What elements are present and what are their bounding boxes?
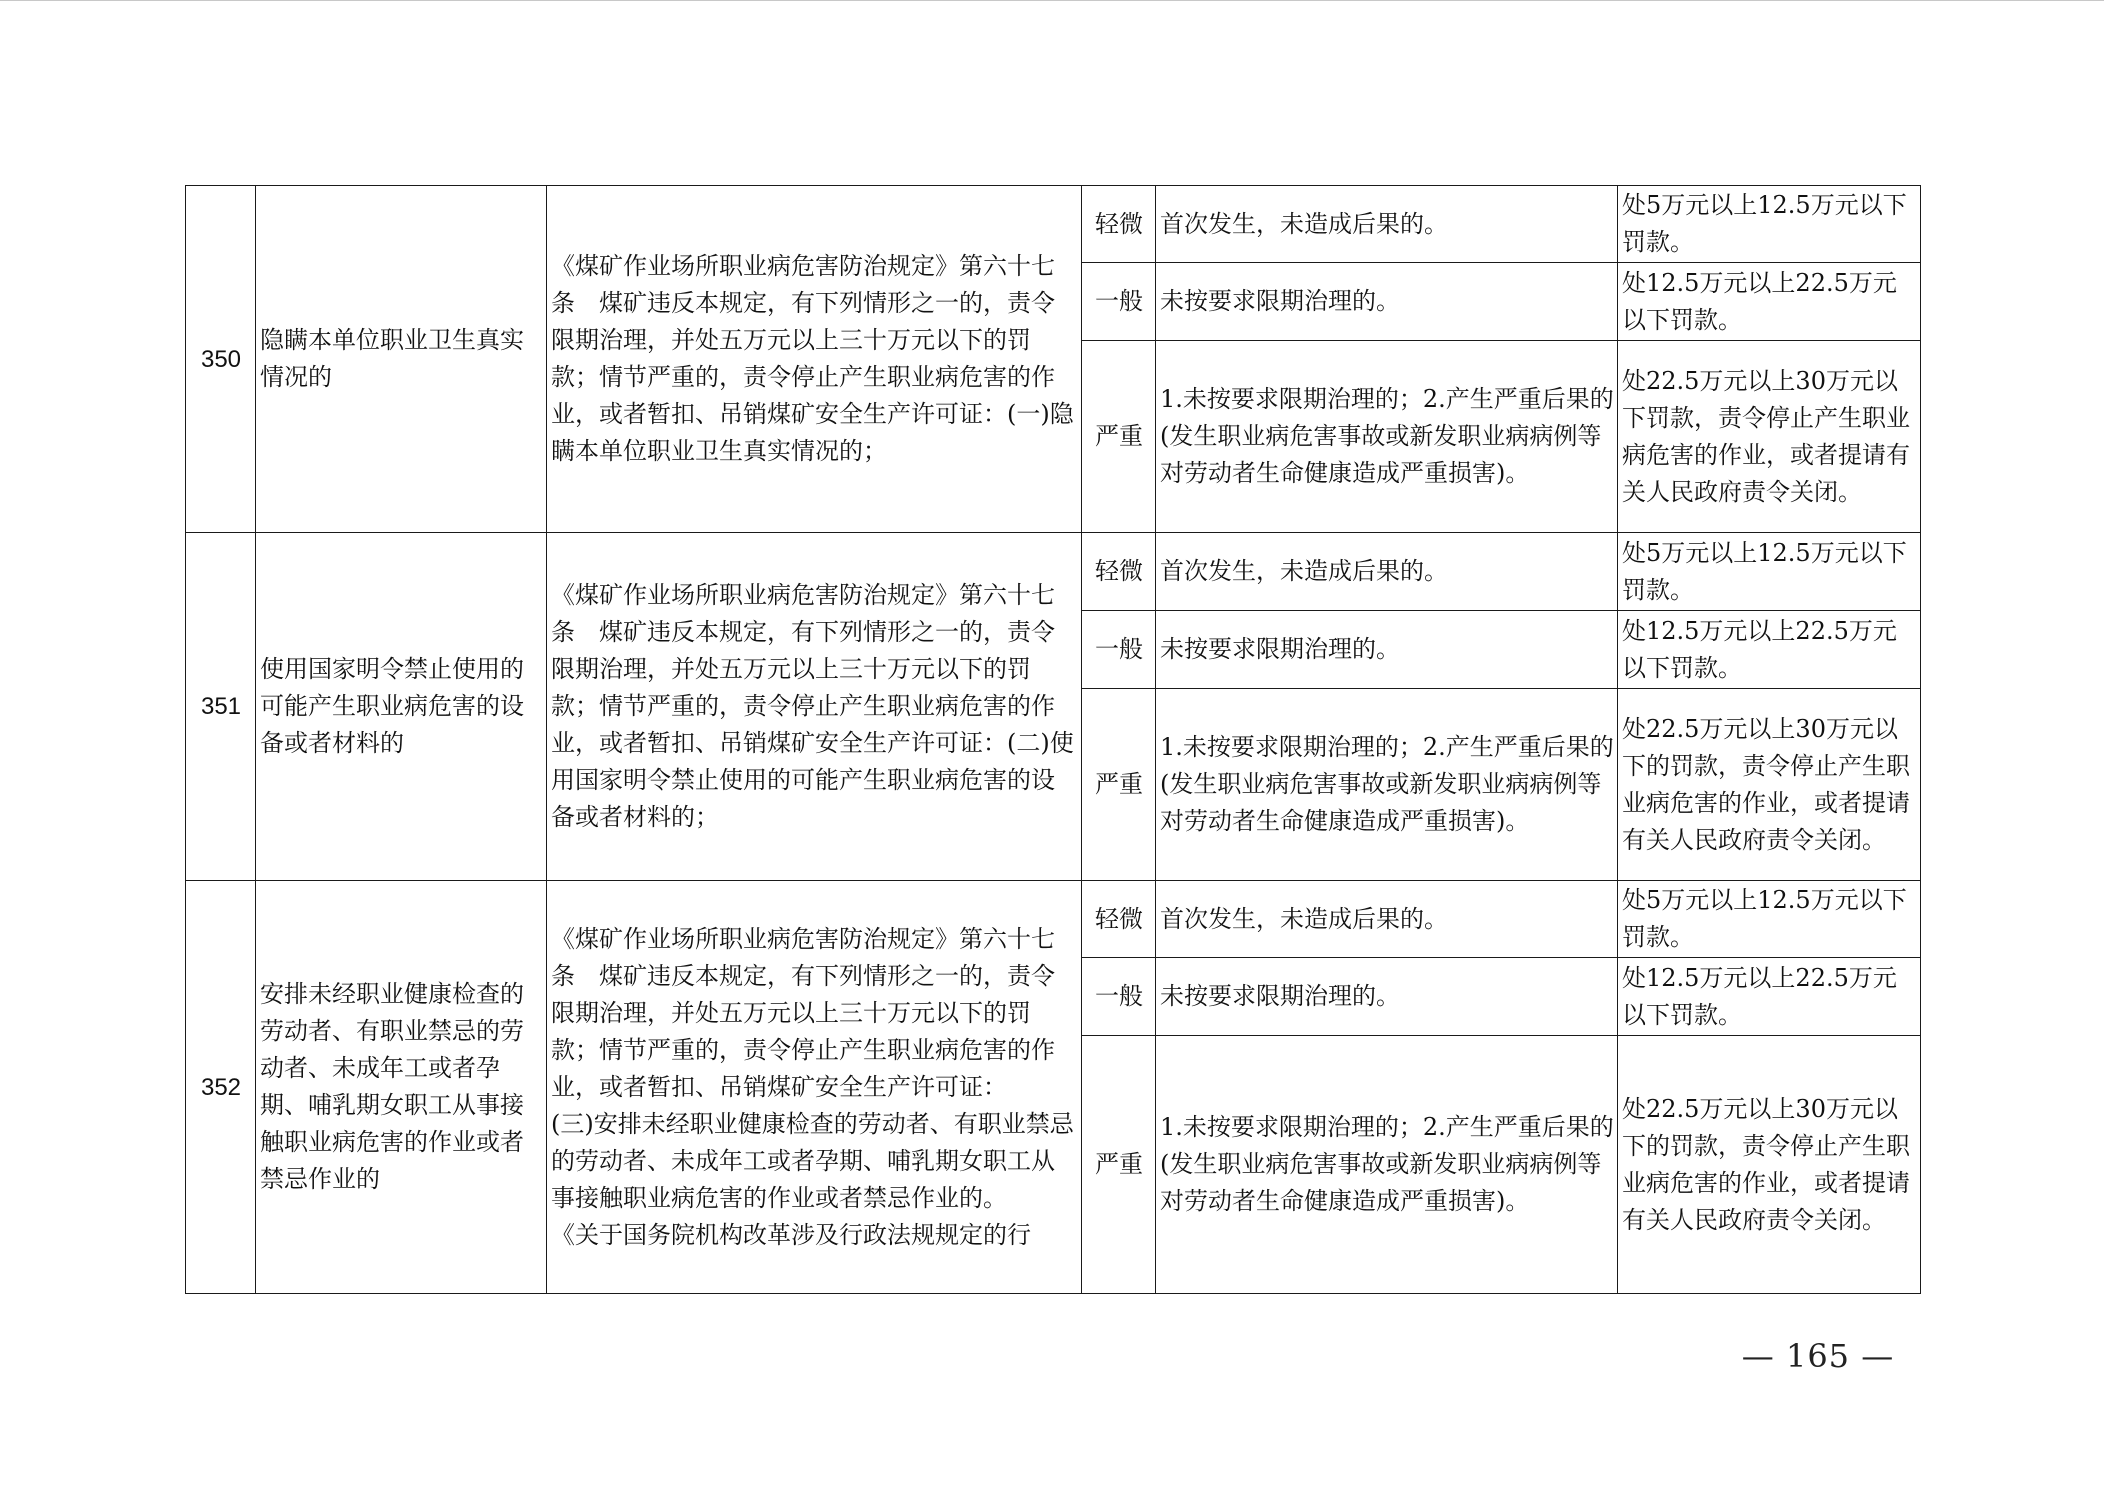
row-number: 351: [186, 533, 256, 881]
table-row: [186, 186, 1921, 263]
penalty: 处5万元以上12.5万元以下罚款。: [1618, 881, 1921, 958]
row-number: 350: [186, 186, 256, 533]
circumstance: 1.未按要求限期治理的；2.产生严重后果的(发生职业病危害事故或新发职业病病例等对劳动者生命健康造成严重损害)。: [1156, 1036, 1618, 1294]
severity-level: 严重: [1082, 689, 1156, 881]
circumstance: 未按要求限期治理的。: [1156, 263, 1618, 341]
penalty: 处22.5万元以上30万元以下罚款，责令停止产生职业病危害的作业，或者提请有关人民政府责令关闭。: [1618, 341, 1921, 533]
table-row: [186, 533, 1921, 611]
severity-level: 一般: [1082, 611, 1156, 689]
circumstance: 首次发生，未造成后果的。: [1156, 533, 1618, 611]
legal-basis: [547, 881, 1082, 1294]
severity-level: 严重: [1082, 341, 1156, 533]
table-row: [186, 881, 1921, 958]
legal-basis: 《煤矿作业场所职业病危害防治规定》第六十七条 煤矿违反本规定，有下列情形之一的，责令限期治理，并处五万元以上三十万元以下的罚款；情节严重的，责令停止产生职业病危害的作业，或者暂扣、吊销煤矿安全生产许可证：(一)隐瞒本单位职业卫生真实情况的；: [547, 186, 1082, 533]
legal-basis-part-1: 《煤矿作业场所职业病危害防治规定》第六十七条 煤矿违反本规定，有下列情形之一的，责令限期治理，并处五万元以上三十万元以下的罚款；情节严重的，责令停止产生职业病危害的作业，或者暂扣、吊销煤矿安全生产许可证：: [551, 924, 1055, 1101]
penalty: 处12.5万元以上22.5万元以下罚款。: [1618, 263, 1921, 341]
page-number: — 165 —: [1741, 1337, 1895, 1375]
penalty: 处12.5万元以上22.5万元以下罚款。: [1618, 611, 1921, 689]
severity-level: 一般: [1082, 263, 1156, 341]
penalty: 处12.5万元以上22.5万元以下罚款。: [1618, 958, 1921, 1036]
penalty: 处22.5万元以上30万元以下的罚款，责令停止产生职业病危害的作业，或者提请有关人民政府责令关闭。: [1618, 689, 1921, 881]
penalty: 处5万元以上12.5万元以下罚款。: [1618, 533, 1921, 611]
row-number: 352: [186, 881, 256, 1294]
circumstance: 未按要求限期治理的。: [1156, 958, 1618, 1036]
circumstance: 1.未按要求限期治理的；2.产生严重后果的(发生职业病危害事故或新发职业病病例等对劳动者生命健康造成严重损害)。: [1156, 341, 1618, 533]
penalty-standard-table: [185, 185, 1921, 1294]
severity-level: 轻微: [1082, 186, 1156, 263]
circumstance: 未按要求限期治理的。: [1156, 611, 1618, 689]
severity-level: 轻微: [1082, 533, 1156, 611]
penalty: 处22.5万元以上30万元以下的罚款，责令停止产生职业病危害的作业，或者提请有关人民政府责令关闭。: [1618, 1036, 1921, 1294]
circumstance: 首次发生，未造成后果的。: [1156, 881, 1618, 958]
severity-level: 严重: [1082, 1036, 1156, 1294]
top-rule: [0, 0, 2104, 1]
violation-item: 安排未经职业健康检查的劳动者、有职业禁忌的劳动者、未成年工或者孕期、哺乳期女职工从事接触职业病危害的作业或者禁忌作业的: [256, 881, 547, 1294]
circumstance: 首次发生，未造成后果的。: [1156, 186, 1618, 263]
violation-item: 使用国家明令禁止使用的可能产生职业病危害的设备或者材料的: [256, 533, 547, 881]
violation-item: 隐瞒本单位职业卫生真实情况的: [256, 186, 547, 533]
legal-basis-part-3: 《关于国务院机构改革涉及行政法规规定的行: [551, 1220, 1031, 1249]
legal-basis: 《煤矿作业场所职业病危害防治规定》第六十七条 煤矿违反本规定，有下列情形之一的，责令限期治理，并处五万元以上三十万元以下的罚款；情节严重的，责令停止产生职业病危害的作业，或者暂扣、吊销煤矿安全生产许可证：(二)使用国家明令禁止使用的可能产生职业病危害的设备或者材料的；: [547, 533, 1082, 881]
severity-level: 轻微: [1082, 881, 1156, 958]
penalty: 处5万元以上12.5万元以下罚款。: [1618, 186, 1921, 263]
legal-basis-part-2: (三)安排未经职业健康检查的劳动者、有职业禁忌的劳动者、未成年工或者孕期、哺乳期女职工从事接触职业病危害的作业或者禁忌作业的。: [551, 1109, 1074, 1212]
circumstance: 1.未按要求限期治理的；2.产生严重后果的(发生职业病危害事故或新发职业病病例等对劳动者生命健康造成严重损害)。: [1156, 689, 1618, 881]
severity-level: 一般: [1082, 958, 1156, 1036]
